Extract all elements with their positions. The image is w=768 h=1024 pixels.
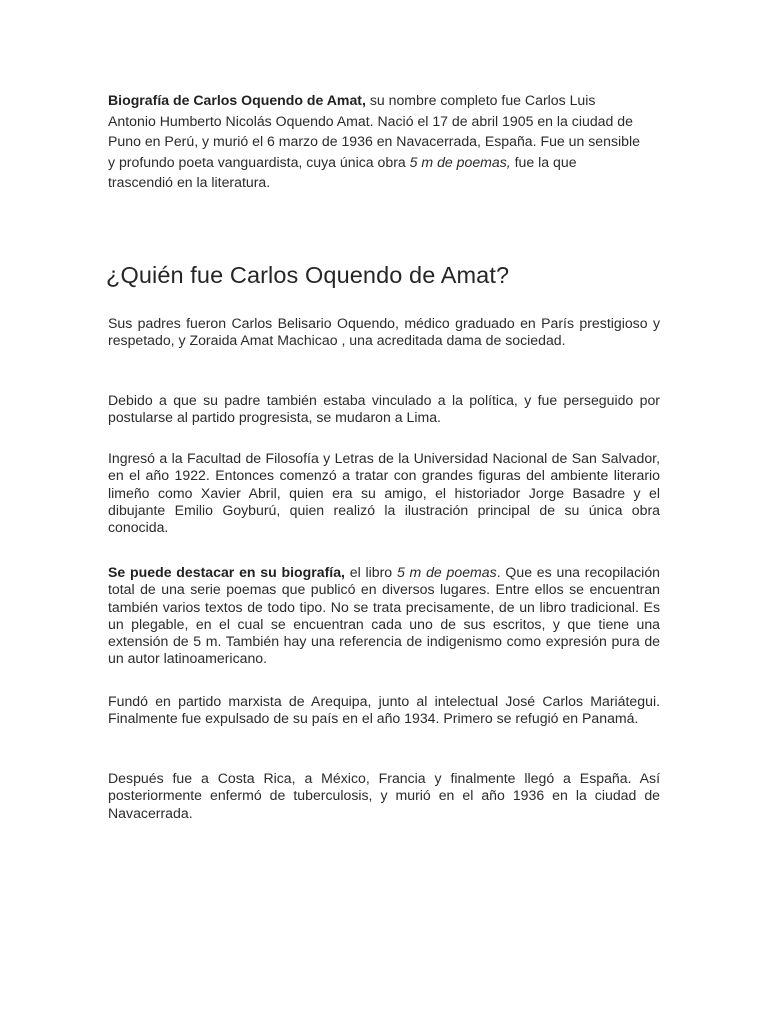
book-bold-lead: Se puede destacar en su biografía,: [108, 564, 345, 580]
intro-bold-lead: Biografía de Carlos Oquendo de Amat,: [108, 92, 366, 108]
intro-paragraph: [108, 90, 643, 193]
paragraph-parents: Sus padres fueron Carlos Belisario Oquendo, médico graduado en París prestigioso y respetado, y Zoraida Amat Machicao , una acreditada dama de sociedad.: [108, 315, 660, 349]
paragraph-university: Ingresó a la Facultad de Filosofía y Letras de la Universidad Nacional de San Salvador, en el año 1922. Entonces comenzó a tratar con grandes figuras del ambiente literario limeño como Xavier Abril, quien era su amigo, el historiador Jorge Basadre y el dibujante Emilio Goyburú, quien realizó la ilustración principal de su única obra conocida.: [108, 450, 660, 536]
intro-text-a: su nombre completo fue Carlos Luis Antonio Humberto Nicolás Oquendo Amat. Nació el 17 de abril 1905 en la ciudad de Puno en Perú, y murió el 6 marzo de 1936 en Navacerrada, España. Fue un sensible y profundo poeta vanguardista, cuya única obra: [108, 92, 640, 170]
intro-book-title: 5 m de poemas,: [409, 153, 511, 170]
paragraph-book: [108, 564, 660, 668]
paragraph-move-to-lima: Debido a que su padre también estaba vinculado a la política, y fue perseguido por postularse al partido progresista, se mudaron a Lima.: [108, 392, 660, 426]
paragraph-marxist-party: Fundó en partido marxista de Arequipa, junto al intelectual José Carlos Mariátegui. Finalmente fue expulsado de su país en el año 1934. Primero se refugió en Panamá.: [108, 693, 660, 727]
book-text-b: . Que es una recopilación total de una serie poemas que publicó en diversos lugares. Entre ellos se encuentran también varios textos de todo tipo. No se trata precisamente, de un libro tradicional. Es un plegable, en el cual se encuentran cada uno de sus escritos, y que tiene una extensión de 5 m. También hay una referencia de indigenismo como expresión pura de un autor latinoamericano.: [108, 564, 660, 667]
book-text-a: el libro: [344, 564, 397, 580]
section-heading: ¿Quién fue Carlos Oquendo de Amat?: [106, 262, 510, 288]
book-title: 5 m de poemas: [396, 564, 497, 580]
paragraph-final-years: Después fue a Costa Rica, a México, Francia y finalmente llegó a España. Así posteriormente enfermó de tuberculosis, y murió en el año 1936 en la ciudad de Navacerrada.: [108, 770, 660, 821]
intro-text-b: fue la que trascendió en la literatura.: [108, 153, 577, 191]
